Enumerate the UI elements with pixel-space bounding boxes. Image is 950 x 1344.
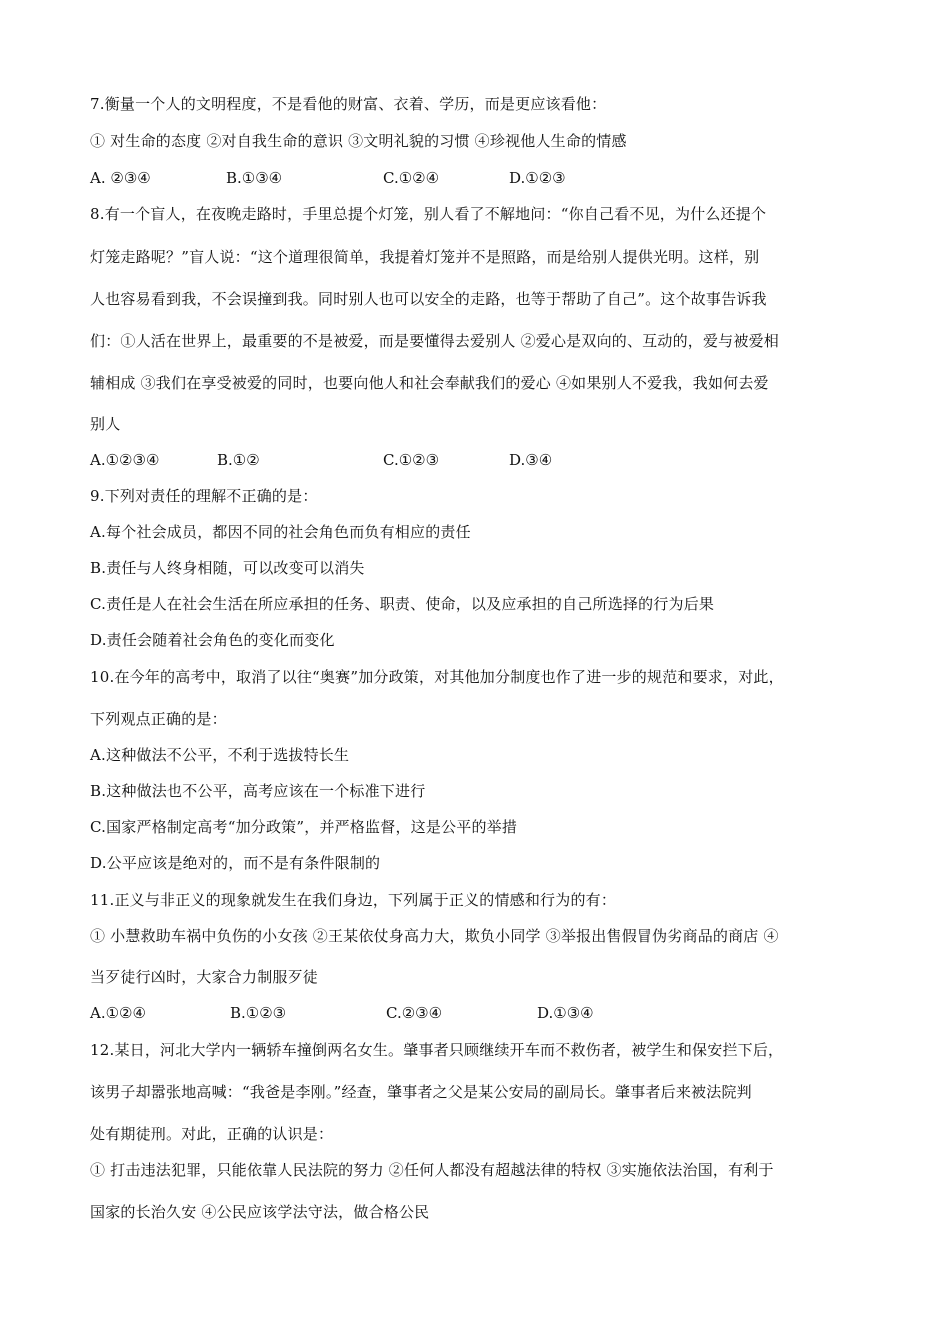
question-11-stem: 11.正义与非正义的现象就发生在我们身边，下列属于正义的情感和行为的有： — [90, 891, 617, 909]
question-12-stem-line: 12.某日，河北大学内一辆轿车撞倒两名女生。肇事者只顾继续开车而不救伤者，被学生和保安拦下后， — [90, 1041, 784, 1059]
question-8-stem-line: 8.有一个盲人，在夜晚走路时，手里总提个灯笼，别人看了不解地问：“你自己看不见，为什么还提个 — [90, 205, 767, 223]
question-8-stem-line: 人也容易看到我，不会误撞到我。同时别人也可以安全的走路，也等于帮助了自己”。这个故事告诉我 — [90, 290, 767, 308]
question-11-choice-d: D.①③④ — [537, 1004, 594, 1022]
question-10-option-c: C.国家严格制定高考“加分政策”，并严格监督，这是公平的举措 — [90, 818, 518, 836]
question-8-stem-line: 灯笼走路呢？”盲人说：“这个道理很简单，我提着灯笼并不是照路，而是给别人提供光明。这样，别 — [90, 248, 760, 266]
question-8-choice-b: B.①② — [217, 451, 260, 469]
question-8-stem-line: 辅相成 ③我们在享受被爱的同时，也要向他人和社会奉献我们的爱心 ④如果别人不爱我，我如何去爱 — [90, 374, 769, 392]
question-12-items-line: ① 打击违法犯罪，只能依靠人民法院的努力 ②任何人都没有超越法律的特权 ③实施依法治国，有利于 — [90, 1161, 774, 1179]
question-7-choice-a: A. ②③④ — [90, 169, 151, 187]
question-8-choice-c: C.①②③ — [383, 451, 440, 469]
question-11-choice-c: C.②③④ — [386, 1004, 443, 1022]
question-7-choice-c: C.①②④ — [383, 169, 440, 187]
question-10-option-b: B.这种做法也不公平，高考应该在一个标准下进行 — [90, 782, 426, 800]
question-12-stem-line: 该男子却嚣张地高喊：“我爸是李刚。”经查，肇事者之父是某公安局的副局长。肇事者后来被法院判 — [90, 1083, 752, 1101]
question-12-stem-line: 处有期徒刑。对此，正确的认识是： — [90, 1125, 334, 1143]
question-7-stem: 7.衡量一个人的文明程度，不是看他的财富、衣着、学历，而是更应该看他： — [90, 95, 607, 113]
question-9-stem: 9.下列对责任的理解不正确的是： — [90, 487, 318, 505]
question-11-items-line: 当歹徒行凶时，大家合力制服歹徒 — [90, 968, 319, 986]
question-7-choice-d: D.①②③ — [509, 169, 566, 187]
question-11-choice-b: B.①②③ — [230, 1004, 287, 1022]
question-12-items-line: 国家的长治久安 ④公民应该学法守法，做合格公民 — [90, 1203, 430, 1221]
question-8-choice-a: A.①②③④ — [90, 451, 160, 469]
question-7-items: ① 对生命的态度 ②对自我生命的意识 ③文明礼貌的习惯 ④珍视他人生命的情感 — [90, 132, 627, 150]
question-8-stem-line: 别人 — [90, 415, 121, 433]
question-11-choice-a: A.①②④ — [90, 1004, 146, 1022]
question-9-option-b: B.责任与人终身相随，可以改变可以消失 — [90, 559, 365, 577]
question-9-option-c: C.责任是人在社会生活在所应承担的任务、职责、使命，以及应承担的自己所选择的行为后果 — [90, 595, 715, 613]
question-7-choice-b: B.①③④ — [226, 169, 283, 187]
question-9-option-d: D.责任会随着社会角色的变化而变化 — [90, 631, 335, 649]
question-8-stem-line: 们：①人活在世界上，最重要的不是被爱，而是要懂得去爱别人 ②爱心是双向的、互动的，爱与被爱相 — [90, 332, 779, 350]
question-10-option-a: A.这种做法不公平，不利于选拔特长生 — [90, 746, 350, 764]
question-10-stem-line: 下列观点正确的是： — [90, 710, 227, 728]
question-10-stem-line: 10.在今年的高考中，取消了以往“奥赛”加分政策，对其他加分制度也作了进一步的规范和要求，对此， — [90, 668, 784, 686]
question-11-items-line: ① 小慧救助车祸中负伤的小女孩 ②王某依仗身高力大，欺负小同学 ③举报出售假冒伪劣商品的商店 ④ — [90, 927, 779, 945]
question-10-option-d: D.公平应该是绝对的，而不是有条件限制的 — [90, 854, 381, 872]
question-8-choice-d: D.③④ — [509, 451, 553, 469]
question-9-option-a: A.每个社会成员，都因不同的社会角色而负有相应的责任 — [90, 523, 471, 541]
